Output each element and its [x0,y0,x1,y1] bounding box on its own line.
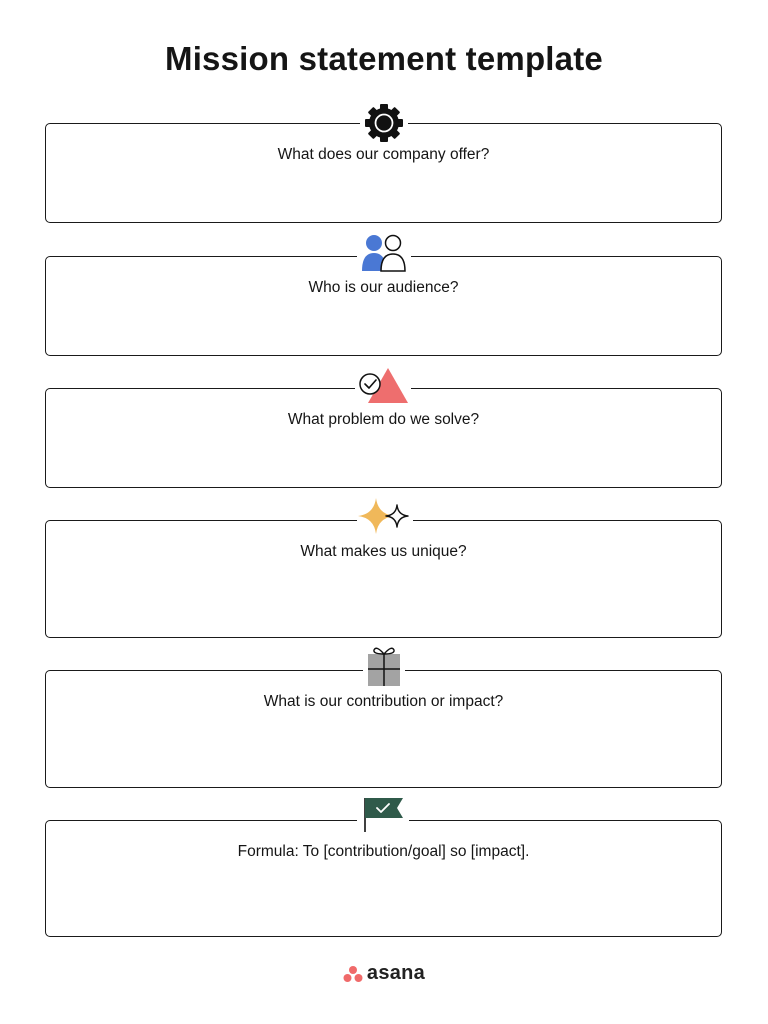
flag-icon [357,796,409,834]
gift-icon [363,644,405,688]
section-prompt-impact: What is our contribution or impact? [263,693,504,710]
gear-icon [360,102,408,144]
section-prompt-audience: Who is our audience? [308,279,459,296]
check-triangle-icon [355,365,411,405]
section-prompt-formula: Formula: To [contribution/goal] so [impact]. [237,843,530,860]
page-title: Mission statement template [165,40,603,77]
section-prompt-problem: What problem do we solve? [287,411,480,428]
section-prompt-offer: What does our company offer? [277,146,490,163]
asana-dots-icon [343,965,363,983]
section-prompt-unique: What makes us unique? [300,543,467,560]
section-box-formula[interactable] [45,820,722,937]
sparkle-stars-icon [357,496,413,538]
asana-logo [0,962,768,985]
asana-wordmark: asana [366,962,426,984]
audience-people-icon [357,233,411,275]
